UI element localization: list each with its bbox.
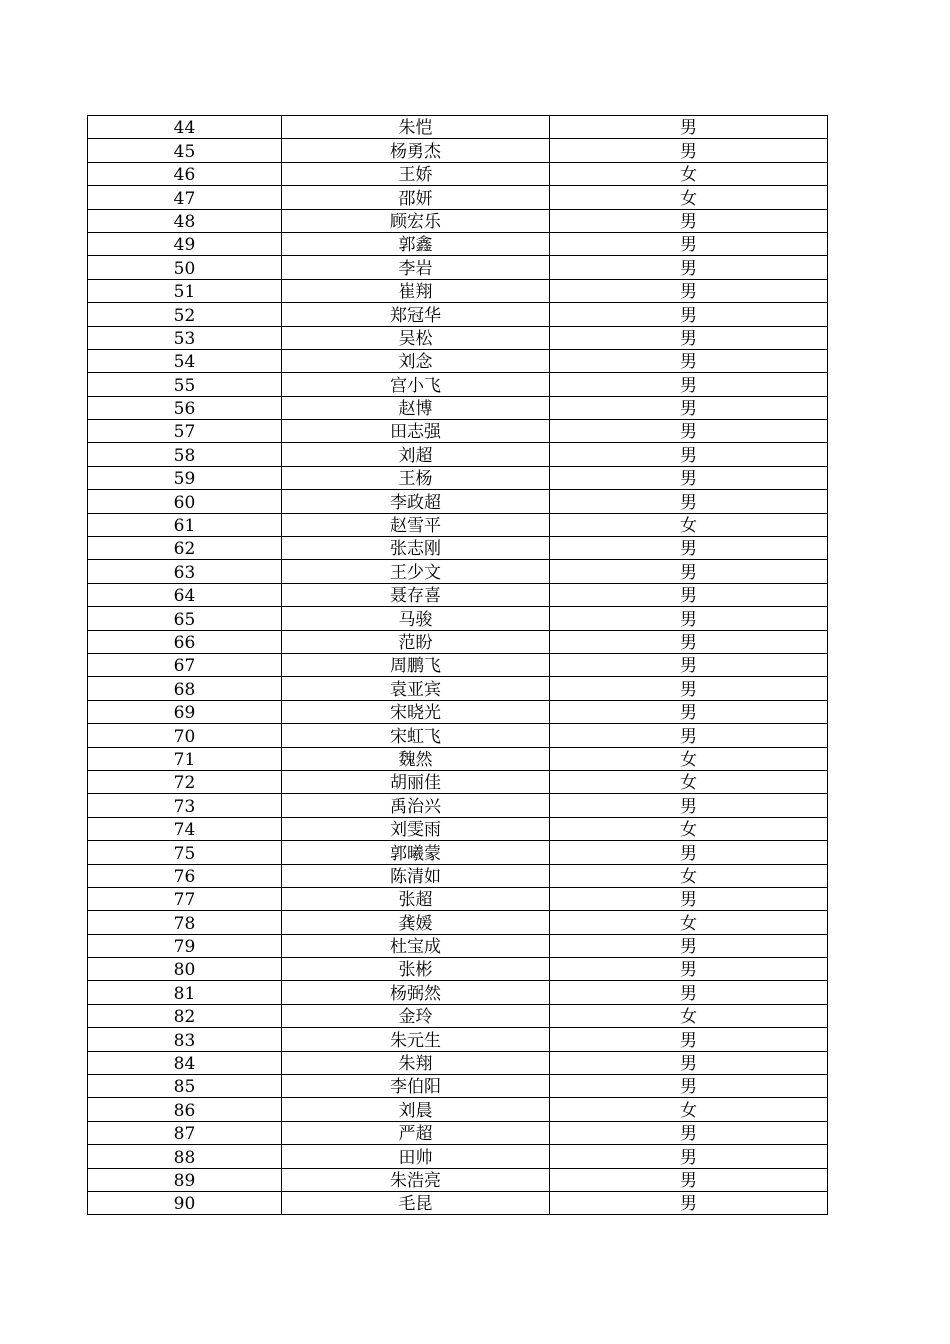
table-row (88, 1145, 828, 1168)
table-row (88, 630, 828, 653)
name-cell: 王娇 (282, 162, 550, 185)
row-number-cell: 71 (88, 747, 282, 770)
gender-cell: 男 (550, 630, 828, 653)
table-row (88, 607, 828, 630)
table-row (88, 911, 828, 934)
gender-cell: 男 (550, 653, 828, 676)
row-number-cell: 76 (88, 864, 282, 887)
table-row (88, 1004, 828, 1027)
row-number-cell: 45 (88, 139, 282, 162)
name-cell: 赵雪平 (282, 513, 550, 536)
row-number-cell: 50 (88, 256, 282, 279)
table-row (88, 139, 828, 162)
gender-cell: 男 (550, 607, 828, 630)
row-number-cell: 64 (88, 583, 282, 606)
row-number-cell: 78 (88, 911, 282, 934)
gender-cell: 男 (550, 560, 828, 583)
table-body (88, 116, 828, 1215)
table-row (88, 841, 828, 864)
gender-cell: 男 (550, 1028, 828, 1051)
row-number-cell: 81 (88, 981, 282, 1004)
row-number-cell: 51 (88, 279, 282, 302)
gender-cell: 男 (550, 934, 828, 957)
row-number-cell: 59 (88, 466, 282, 489)
gender-cell: 男 (550, 279, 828, 302)
gender-cell: 男 (550, 981, 828, 1004)
table-row (88, 1168, 828, 1191)
table-row (88, 396, 828, 419)
name-cell: 宋晓光 (282, 700, 550, 723)
name-cell: 顾宏乐 (282, 209, 550, 232)
table-row (88, 864, 828, 887)
gender-cell: 男 (550, 1191, 828, 1214)
row-number-cell: 89 (88, 1168, 282, 1191)
row-number-cell: 54 (88, 349, 282, 372)
gender-cell: 男 (550, 583, 828, 606)
row-number-cell: 53 (88, 326, 282, 349)
table-row (88, 443, 828, 466)
table-row (88, 1191, 828, 1214)
name-cell: 朱恺 (282, 116, 550, 139)
name-cell: 邵妍 (282, 186, 550, 209)
row-number-cell: 60 (88, 490, 282, 513)
gender-cell: 男 (550, 1051, 828, 1074)
gender-cell: 男 (550, 303, 828, 326)
gender-cell: 女 (550, 864, 828, 887)
table-row (88, 958, 828, 981)
table-row (88, 794, 828, 817)
name-cell: 王少文 (282, 560, 550, 583)
gender-cell: 男 (550, 420, 828, 443)
row-number-cell: 57 (88, 420, 282, 443)
name-cell: 郭曦蒙 (282, 841, 550, 864)
gender-cell: 女 (550, 186, 828, 209)
table-row (88, 1028, 828, 1051)
gender-cell: 男 (550, 724, 828, 747)
gender-cell: 男 (550, 958, 828, 981)
gender-cell: 女 (550, 513, 828, 536)
name-cell: 朱浩亮 (282, 1168, 550, 1191)
gender-cell: 男 (550, 700, 828, 723)
name-cell: 刘晨 (282, 1098, 550, 1121)
gender-cell: 男 (550, 841, 828, 864)
table-row (88, 326, 828, 349)
row-number-cell: 85 (88, 1075, 282, 1098)
gender-cell: 男 (550, 256, 828, 279)
row-number-cell: 77 (88, 887, 282, 910)
table-row (88, 981, 828, 1004)
row-number-cell: 67 (88, 653, 282, 676)
name-cell: 田志强 (282, 420, 550, 443)
name-cell: 袁亚宾 (282, 677, 550, 700)
name-cell: 刘雯雨 (282, 817, 550, 840)
gender-cell: 女 (550, 817, 828, 840)
row-number-cell: 66 (88, 630, 282, 653)
gender-cell: 男 (550, 349, 828, 372)
table-row (88, 560, 828, 583)
gender-cell: 男 (550, 373, 828, 396)
name-cell: 田帅 (282, 1145, 550, 1168)
table-row (88, 513, 828, 536)
name-cell: 刘念 (282, 349, 550, 372)
gender-cell: 男 (550, 139, 828, 162)
name-cell: 朱元生 (282, 1028, 550, 1051)
gender-cell: 男 (550, 537, 828, 560)
table-row (88, 232, 828, 255)
row-number-cell: 79 (88, 934, 282, 957)
name-cell: 张超 (282, 887, 550, 910)
name-cell: 毛昆 (282, 1191, 550, 1214)
name-cell: 陈清如 (282, 864, 550, 887)
gender-cell: 女 (550, 911, 828, 934)
table-row (88, 770, 828, 793)
gender-cell: 男 (550, 887, 828, 910)
gender-cell: 男 (550, 1121, 828, 1144)
gender-cell: 女 (550, 1098, 828, 1121)
name-cell: 宫小飞 (282, 373, 550, 396)
table-row (88, 583, 828, 606)
name-cell: 赵博 (282, 396, 550, 419)
table-row (88, 303, 828, 326)
row-number-cell: 65 (88, 607, 282, 630)
row-number-cell: 55 (88, 373, 282, 396)
table-row (88, 1121, 828, 1144)
name-cell: 刘超 (282, 443, 550, 466)
table-row (88, 466, 828, 489)
gender-cell: 女 (550, 770, 828, 793)
row-number-cell: 47 (88, 186, 282, 209)
name-cell: 聂存喜 (282, 583, 550, 606)
row-number-cell: 72 (88, 770, 282, 793)
table-row (88, 209, 828, 232)
name-cell: 张彬 (282, 958, 550, 981)
name-cell: 杜宝成 (282, 934, 550, 957)
table-row (88, 373, 828, 396)
name-cell: 范盼 (282, 630, 550, 653)
row-number-cell: 87 (88, 1121, 282, 1144)
gender-cell: 男 (550, 490, 828, 513)
table-row (88, 724, 828, 747)
row-number-cell: 82 (88, 1004, 282, 1027)
gender-cell: 女 (550, 1004, 828, 1027)
row-number-cell: 68 (88, 677, 282, 700)
name-cell: 金玲 (282, 1004, 550, 1027)
name-cell: 吴松 (282, 326, 550, 349)
name-cell: 李政超 (282, 490, 550, 513)
name-cell: 马骏 (282, 607, 550, 630)
row-number-cell: 52 (88, 303, 282, 326)
row-number-cell: 90 (88, 1191, 282, 1214)
row-number-cell: 46 (88, 162, 282, 185)
row-number-cell: 61 (88, 513, 282, 536)
table-row (88, 887, 828, 910)
table-row (88, 490, 828, 513)
row-number-cell: 48 (88, 209, 282, 232)
name-cell: 宋虹飞 (282, 724, 550, 747)
gender-cell: 男 (550, 116, 828, 139)
name-cell: 周鹏飞 (282, 653, 550, 676)
gender-cell: 男 (550, 209, 828, 232)
row-number-cell: 63 (88, 560, 282, 583)
name-cell: 龚媛 (282, 911, 550, 934)
gender-cell: 男 (550, 1168, 828, 1191)
table-row (88, 256, 828, 279)
table-row (88, 1075, 828, 1098)
row-number-cell: 83 (88, 1028, 282, 1051)
name-cell: 严超 (282, 1121, 550, 1144)
table-row (88, 817, 828, 840)
row-number-cell: 69 (88, 700, 282, 723)
gender-cell: 男 (550, 326, 828, 349)
name-cell: 李岩 (282, 256, 550, 279)
table-row (88, 420, 828, 443)
table-row (88, 653, 828, 676)
name-cell: 魏然 (282, 747, 550, 770)
table-row (88, 537, 828, 560)
table-row (88, 116, 828, 139)
gender-cell: 男 (550, 1145, 828, 1168)
gender-cell: 女 (550, 747, 828, 770)
table-row (88, 700, 828, 723)
gender-cell: 男 (550, 396, 828, 419)
row-number-cell: 74 (88, 817, 282, 840)
name-cell: 崔翔 (282, 279, 550, 302)
row-number-cell: 56 (88, 396, 282, 419)
student-roster-table (87, 115, 828, 1215)
table-row (88, 162, 828, 185)
table-row (88, 186, 828, 209)
gender-cell: 男 (550, 443, 828, 466)
row-number-cell: 80 (88, 958, 282, 981)
table-row (88, 349, 828, 372)
table-row (88, 677, 828, 700)
row-number-cell: 62 (88, 537, 282, 560)
row-number-cell: 44 (88, 116, 282, 139)
row-number-cell: 88 (88, 1145, 282, 1168)
table-row (88, 1051, 828, 1074)
table-row (88, 747, 828, 770)
row-number-cell: 49 (88, 232, 282, 255)
name-cell: 胡丽佳 (282, 770, 550, 793)
name-cell: 郭鑫 (282, 232, 550, 255)
table-row (88, 279, 828, 302)
name-cell: 朱翔 (282, 1051, 550, 1074)
name-cell: 李伯阳 (282, 1075, 550, 1098)
gender-cell: 女 (550, 162, 828, 185)
row-number-cell: 70 (88, 724, 282, 747)
gender-cell: 男 (550, 232, 828, 255)
name-cell: 禹治兴 (282, 794, 550, 817)
row-number-cell: 73 (88, 794, 282, 817)
name-cell: 杨勇杰 (282, 139, 550, 162)
gender-cell: 男 (550, 794, 828, 817)
gender-cell: 男 (550, 677, 828, 700)
table-row (88, 934, 828, 957)
table-row (88, 1098, 828, 1121)
row-number-cell: 58 (88, 443, 282, 466)
row-number-cell: 86 (88, 1098, 282, 1121)
gender-cell: 男 (550, 466, 828, 489)
name-cell: 郑冠华 (282, 303, 550, 326)
name-cell: 杨弼然 (282, 981, 550, 1004)
name-cell: 王杨 (282, 466, 550, 489)
row-number-cell: 75 (88, 841, 282, 864)
row-number-cell: 84 (88, 1051, 282, 1074)
gender-cell: 男 (550, 1075, 828, 1098)
name-cell: 张志刚 (282, 537, 550, 560)
